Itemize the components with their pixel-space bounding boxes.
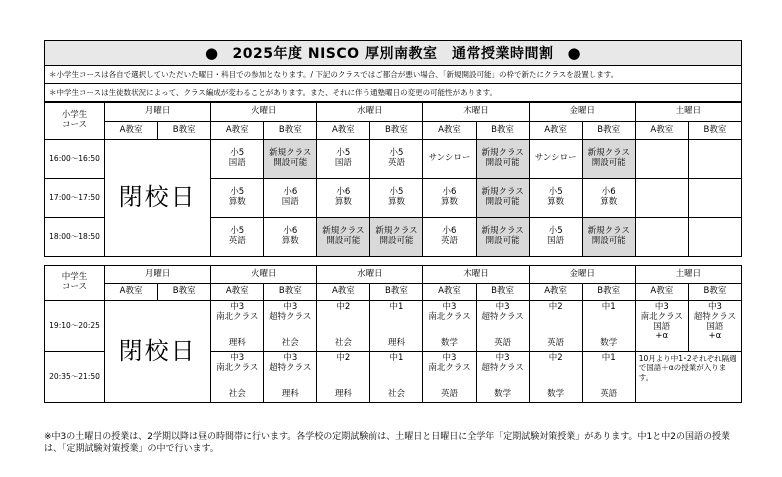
junior-timetable: [44, 265, 742, 403]
note-junior: ＊中学生コースは生徒数状況によって、クラス編成が変わることがあります。また、それに伴う通塾曜日の変更の可能性があります。: [44, 84, 742, 102]
room-header: B教室: [688, 284, 741, 301]
elementary-timetable: [44, 102, 742, 257]
day-header: 水曜日: [317, 266, 423, 284]
class-cell: [317, 352, 370, 403]
class-name: 中1: [601, 353, 616, 363]
class-cell: [635, 218, 688, 257]
class-cell: 小6 算数: [264, 218, 317, 257]
day-header: 月曜日: [105, 266, 211, 284]
class-cell: 小6 国語: [264, 179, 317, 218]
subject: 数学: [547, 389, 565, 400]
class-cell: 小5 算数: [211, 179, 264, 218]
subject: 英語: [547, 338, 565, 349]
class-name: 中3 超特クラス: [481, 353, 524, 373]
footer-note: ※中3の土曜日の授業は、2学期以降は昼の時間帯に行います。各学校の定期試験前は、土曜日と日曜日に全学年「定期試験対策授業」があります。中1と中2の国語の授業は、「定期試験対策授業」の中で行います。: [44, 432, 731, 455]
class-cell: 小5 国語: [529, 218, 582, 257]
room-header: A教室: [317, 284, 370, 301]
class-cell: 小5 算数: [529, 179, 582, 218]
class-cell: 小5 英語: [370, 140, 423, 179]
room-header: A教室: [635, 122, 688, 140]
class-cell: [264, 301, 317, 352]
closed-day-label: 閉校日: [105, 301, 211, 403]
room-header: A教室: [105, 122, 158, 140]
subject: 理科: [387, 338, 405, 349]
subject: 理科: [228, 338, 246, 349]
class-cell: 小6 英語: [423, 218, 476, 257]
class-cell: [529, 352, 582, 403]
day-header: 土曜日: [635, 266, 741, 284]
class-cell: [264, 352, 317, 403]
room-header: A教室: [211, 122, 264, 140]
class-cell: [370, 352, 423, 403]
subject: 英語: [441, 389, 459, 400]
class-cell: [423, 301, 476, 352]
room-header: A教室: [105, 284, 158, 301]
room-header: B教室: [158, 122, 211, 140]
class-cell: 新規クラス 開設可能: [582, 140, 635, 179]
saturday-note: 10月より中1･2それぞれ隔週で国語＋αの授業が入ります。: [635, 352, 741, 403]
class-cell: [423, 352, 476, 403]
subject: 社会: [281, 338, 299, 349]
class-cell: [317, 301, 370, 352]
course-label: 小学生 コース: [45, 103, 105, 140]
note-elementary: ＊小学生コースは各自で選択していただいた曜日・科目での参加となります。/ 下記のクラスではご都合が悪い場合、「新規開設可能」の枠で新たにクラスを設置します。: [44, 66, 742, 84]
time-slot: 18:00～18:50: [45, 218, 105, 257]
class-name: 中3 超特クラス: [481, 302, 524, 322]
course-label: 中学生 コース: [45, 266, 105, 301]
title-dot-left: ●: [204, 44, 219, 62]
day-header: 金曜日: [529, 103, 635, 122]
subject: 理科: [281, 389, 299, 400]
class-cell: [688, 179, 741, 218]
room-header: B教室: [264, 122, 317, 140]
class-cell: 新規クラス 開設可能: [317, 218, 370, 257]
class-cell: [529, 301, 582, 352]
class-cell: 新規クラス 開設可能: [476, 179, 529, 218]
class-cell: 小6 算数: [317, 179, 370, 218]
room-header: B教室: [476, 122, 529, 140]
class-name: 中3 超特クラス: [269, 302, 312, 322]
room-header: A教室: [211, 284, 264, 301]
title-dot-right: ●: [567, 44, 582, 62]
subject: 数学: [441, 338, 459, 349]
class-cell: サンシロー: [423, 140, 476, 179]
class-name: 中3 超特クラス 国語 +α: [693, 302, 737, 342]
room-header: B教室: [476, 284, 529, 301]
class-cell: [370, 301, 423, 352]
class-cell: [582, 301, 635, 352]
time-slot: 16:00～16:50: [45, 140, 105, 179]
class-name: 中1: [389, 302, 404, 312]
class-name: 中3 超特クラス: [269, 353, 312, 373]
class-cell: 小5 国語: [317, 140, 370, 179]
day-header: 土曜日: [635, 103, 741, 122]
class-cell: 小5 算数: [370, 179, 423, 218]
room-header: B教室: [370, 122, 423, 140]
subject: 社会: [228, 389, 246, 400]
class-name: 中3 南北クラス: [428, 302, 471, 322]
time-slot: 20:35～21:50: [45, 352, 105, 403]
day-header: 火曜日: [211, 103, 317, 122]
room-header: B教室: [582, 284, 635, 301]
class-cell: [211, 301, 264, 352]
class-cell: [582, 352, 635, 403]
room-header: A教室: [423, 284, 476, 301]
class-name: 中3 南北クラス 国語 +α: [640, 302, 683, 342]
subject: 数学: [600, 338, 618, 349]
room-header: A教室: [317, 122, 370, 140]
room-header: B教室: [264, 284, 317, 301]
class-name: 中3 南北クラス: [216, 302, 259, 322]
day-header: 木曜日: [423, 266, 529, 284]
table-row: [45, 301, 742, 352]
time-slot: 19:10～20:25: [45, 301, 105, 352]
class-name: 中1: [601, 302, 616, 312]
day-header: 火曜日: [211, 266, 317, 284]
class-cell: 小5 英語: [211, 218, 264, 257]
room-header: A教室: [423, 122, 476, 140]
class-cell: [211, 352, 264, 403]
title-text: 2025年度 NISCO 厚別南教室 通常授業時間割: [232, 46, 554, 62]
class-name: 中2: [336, 302, 351, 312]
class-cell: [476, 352, 529, 403]
class-cell: 新規クラス 開設可能: [582, 218, 635, 257]
class-cell: サンシロー: [529, 140, 582, 179]
room-header: B教室: [688, 122, 741, 140]
class-cell: 新規クラス 開設可能: [476, 218, 529, 257]
subject: 社会: [334, 338, 352, 349]
table-spacer: [44, 257, 742, 265]
page-title: [44, 40, 742, 66]
subject: 理科: [334, 389, 352, 400]
room-header: B教室: [370, 284, 423, 301]
room-header: B教室: [582, 122, 635, 140]
class-cell: [688, 140, 741, 179]
class-name: 中2: [548, 353, 563, 363]
day-header: 金曜日: [529, 266, 635, 284]
subject: 社会: [387, 389, 405, 400]
room-header: A教室: [635, 284, 688, 301]
class-cell: 小6 算数: [423, 179, 476, 218]
class-name: 中1: [389, 353, 404, 363]
class-cell: [635, 140, 688, 179]
room-header: B教室: [158, 284, 211, 301]
class-cell: 新規クラス 開設可能: [264, 140, 317, 179]
class-cell: 新規クラス 開設可能: [370, 218, 423, 257]
room-header: A教室: [529, 122, 582, 140]
class-cell: 新規クラス 開設可能: [476, 140, 529, 179]
timetable-sheet: [44, 40, 742, 403]
class-cell: [476, 301, 529, 352]
class-cell: [635, 301, 688, 352]
table-row: [45, 140, 742, 179]
subject: 数学: [494, 389, 512, 400]
class-name: 中3 南北クラス: [216, 353, 259, 373]
day-header: 水曜日: [317, 103, 423, 122]
closed-day-label: 閉校日: [105, 140, 211, 257]
class-name: 中2: [548, 302, 563, 312]
subject: 英語: [494, 338, 512, 349]
room-header: A教室: [529, 284, 582, 301]
day-header: 月曜日: [105, 103, 211, 122]
class-name: 中2: [336, 353, 351, 363]
day-header: 木曜日: [423, 103, 529, 122]
class-cell: [688, 301, 741, 352]
class-cell: 小5 国語: [211, 140, 264, 179]
class-name: 中3 南北クラス: [428, 353, 471, 373]
time-slot: 17:00～17:50: [45, 179, 105, 218]
class-cell: 小6 算数: [582, 179, 635, 218]
class-cell: [688, 218, 741, 257]
class-cell: [635, 179, 688, 218]
subject: 英語: [600, 389, 618, 400]
